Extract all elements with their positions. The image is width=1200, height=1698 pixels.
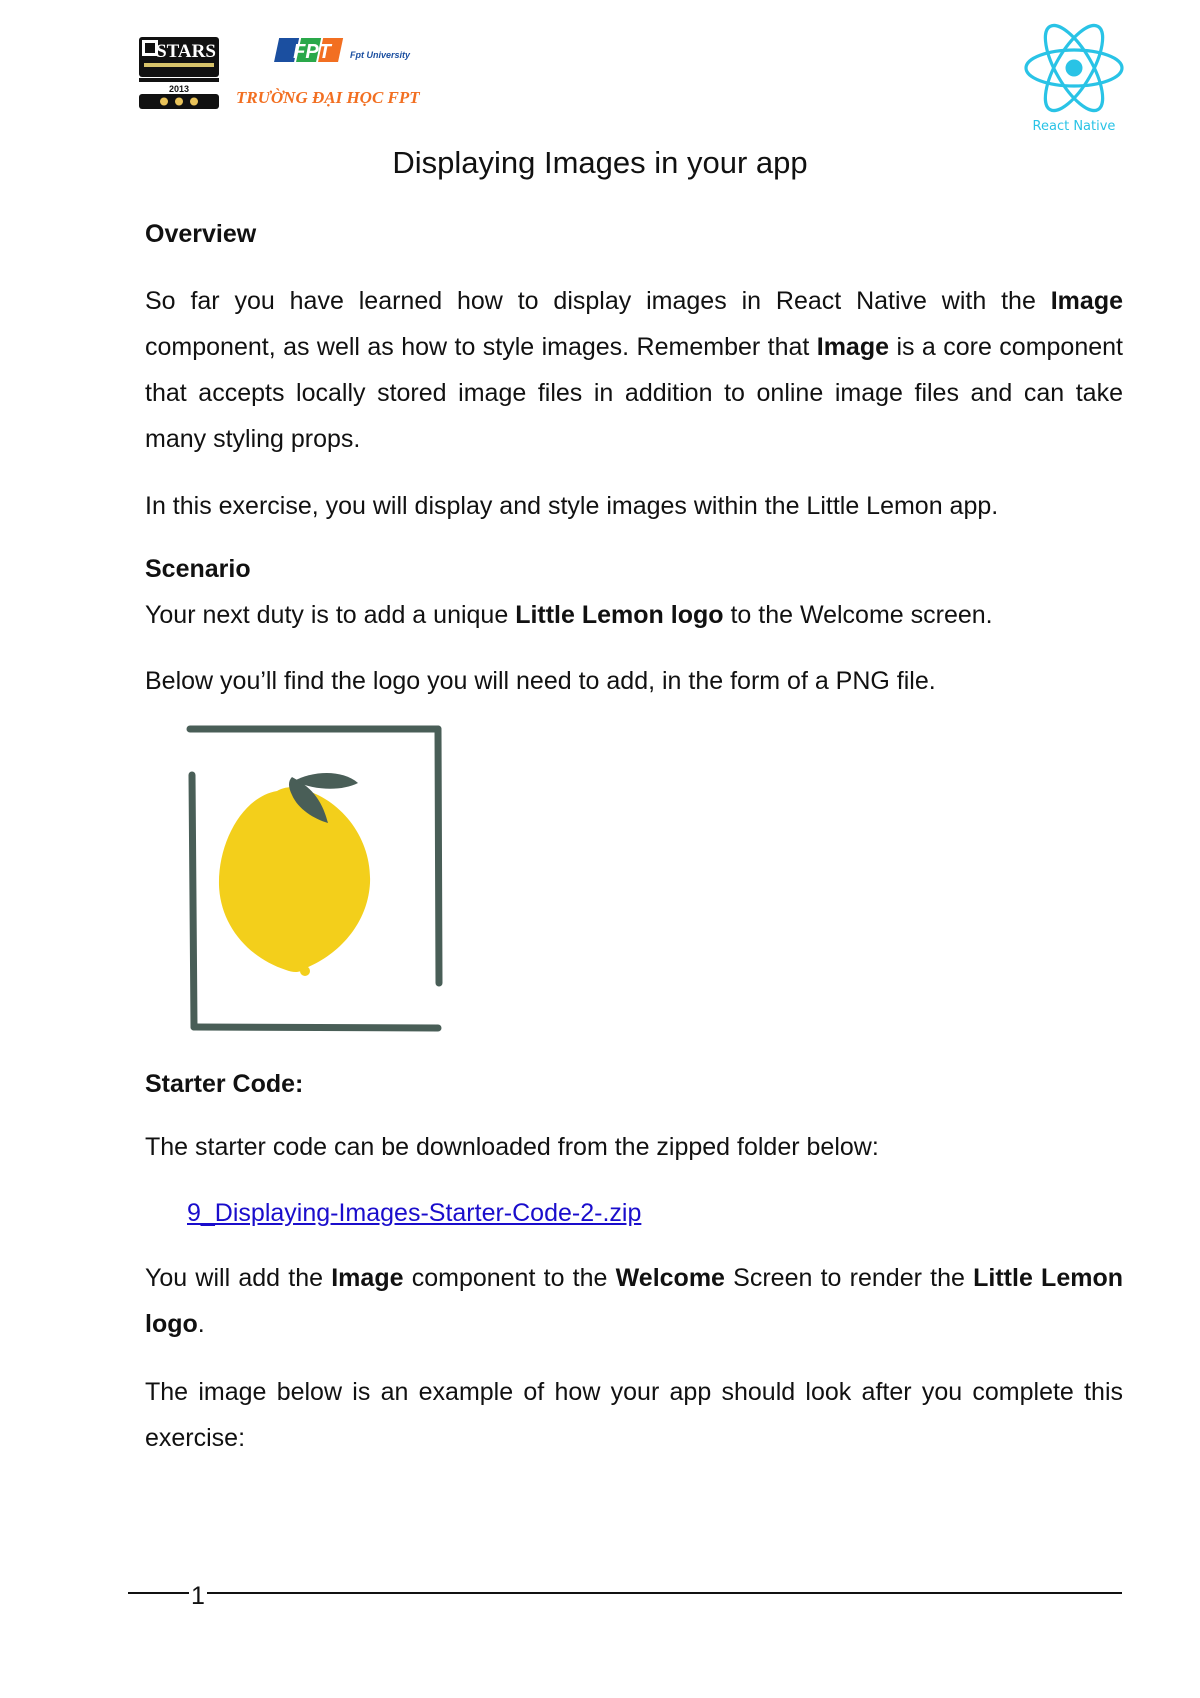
- text-run: component to the: [403, 1264, 616, 1292]
- starter-code-download-link[interactable]: 9_Displaying-Images-Starter-Code-2-.zip: [187, 1199, 642, 1227]
- bold-term: Welcome: [615, 1264, 725, 1292]
- text-run: Your next duty is to add a unique: [145, 601, 516, 629]
- overview-paragraph-2: In this exercise, you will display and style images within the Little Lemon app.: [145, 492, 999, 520]
- document-title: Displaying Images in your app: [392, 145, 808, 180]
- bold-term: Image: [816, 333, 890, 361]
- text-run: is a core component that accepts locally stored image files in addition to online image files and can take many styling props.: [145, 333, 1123, 453]
- starter-code-paragraph-2: [145, 1255, 1123, 1347]
- overview-heading: Overview: [145, 220, 257, 248]
- stars-badge-year: 2013: [168, 84, 190, 94]
- bold-term: Image: [1050, 287, 1123, 315]
- overview-paragraph-1: [145, 278, 1123, 462]
- react-native-logo: [1022, 22, 1126, 137]
- text-run: You will add the: [145, 1264, 332, 1292]
- fpt-subtitle-text: Fpt University: [350, 50, 411, 60]
- little-lemon-logo-image: [182, 725, 444, 1033]
- text-run: component, as well as how to style images. Remember that: [145, 333, 817, 361]
- fpt-university-logo: [232, 34, 422, 114]
- starter-code-paragraph-1: The starter code can be downloaded from the zipped folder below:: [145, 1133, 879, 1161]
- scenario-paragraph-2: Below you’ll find the logo you will need to add, in the form of a PNG file.: [145, 667, 936, 695]
- fpt-tagline-text: TRƯỜNG ĐẠI HỌC FPT: [236, 88, 420, 107]
- text-run: to the Welcome screen.: [723, 601, 993, 629]
- text-run: Screen to render the: [724, 1264, 974, 1292]
- footer-rule: [128, 1592, 1122, 1594]
- bold-term: Image: [331, 1264, 404, 1292]
- fpt-brand-text: FPT: [293, 41, 331, 63]
- text-run: .: [197, 1310, 205, 1338]
- scenario-heading: Scenario: [145, 555, 251, 583]
- starter-code-heading: Starter Code:: [145, 1070, 304, 1098]
- bold-term: Little Lemon logo: [145, 1264, 1124, 1338]
- stars-badge-logo: [138, 36, 220, 110]
- bold-term: Little Lemon logo: [515, 601, 724, 629]
- page-number: 1: [191, 1582, 205, 1610]
- text-run: So far you have learned how to display images in React Native with the: [145, 287, 1051, 315]
- react-native-logo-text: React Native: [1032, 119, 1116, 134]
- lemon-fruit-shape: [219, 787, 370, 972]
- scenario-paragraph-1: [145, 592, 1123, 638]
- starter-code-paragraph-3: The image below is an example of how your app should look after you complete this exercise:: [145, 1378, 1123, 1452]
- stars-badge-text: STARS: [156, 41, 216, 62]
